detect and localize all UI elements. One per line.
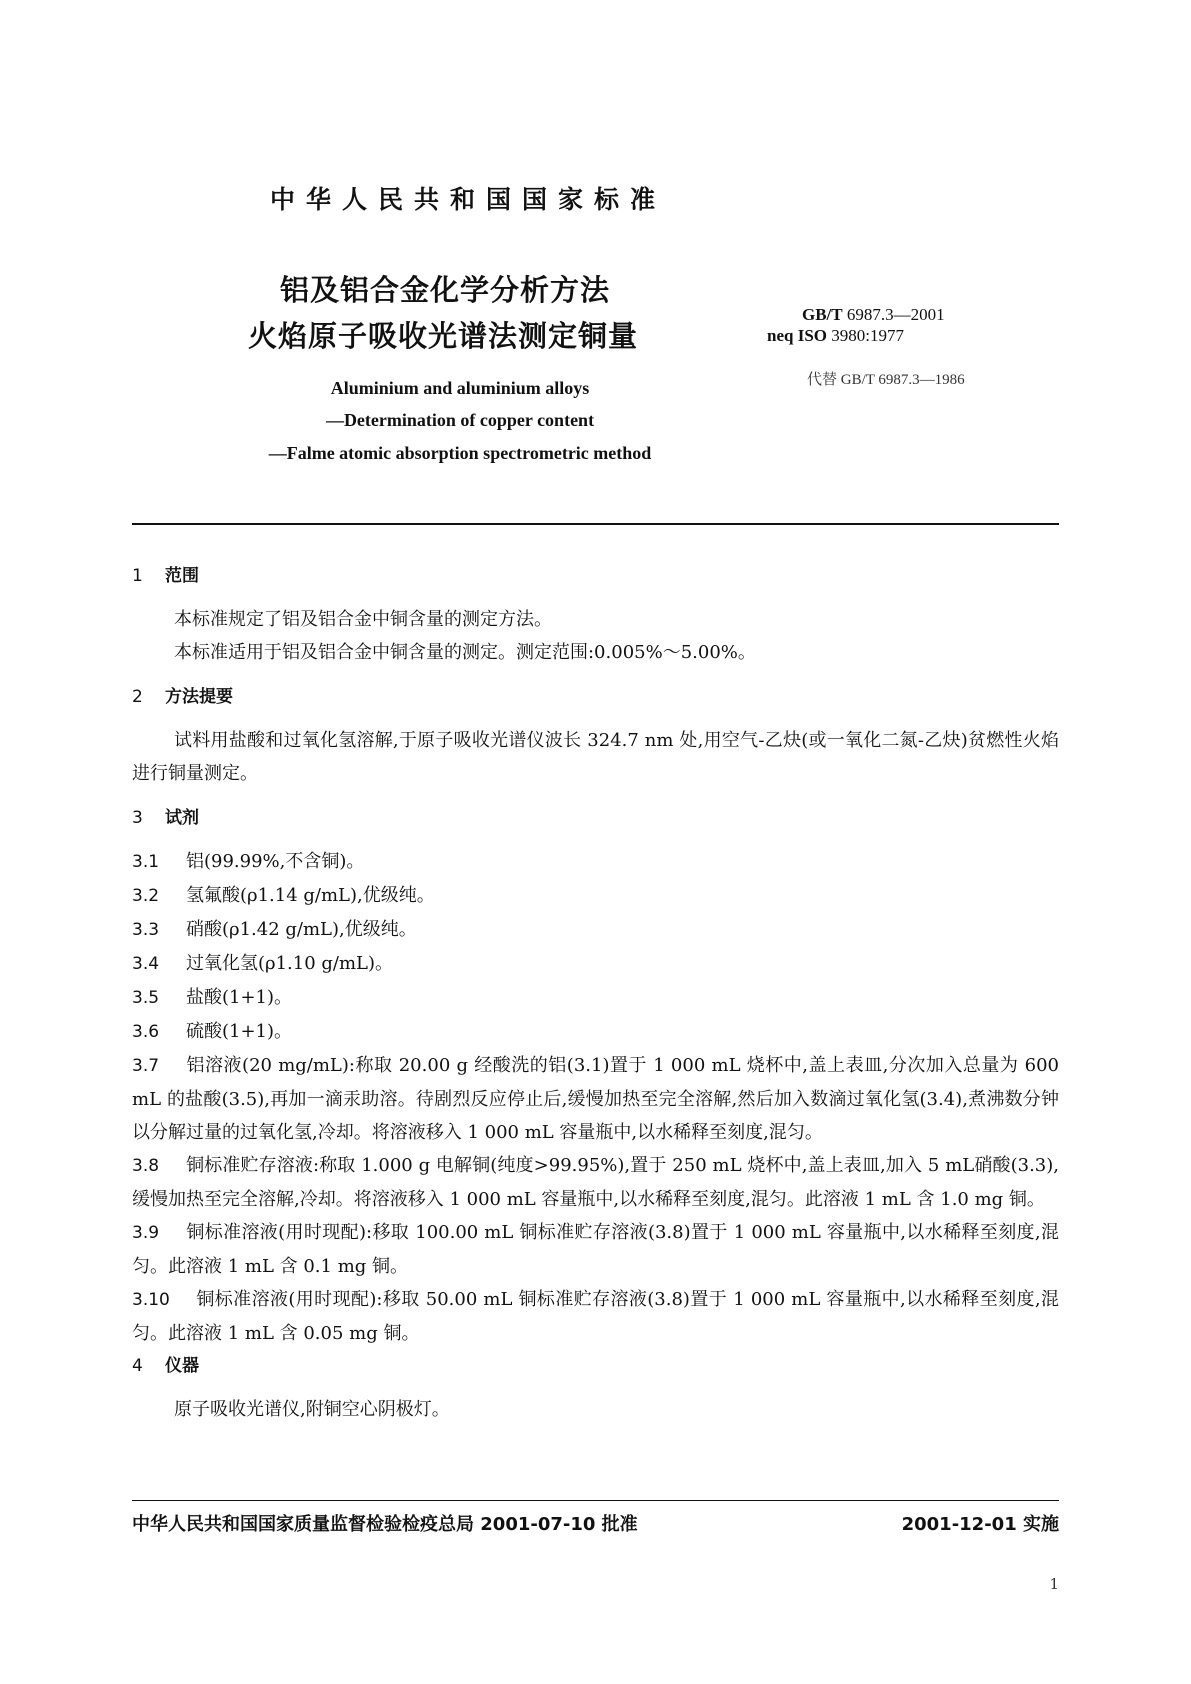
paragraph: 本标准适用于铝及铝合金中铜含量的测定。测定范围:0.005%～5.00%。 (174, 642, 756, 663)
footer-divider (132, 1500, 1059, 1501)
item-number: 3.2 (132, 886, 160, 906)
section-title: 范围 (165, 566, 199, 586)
title-line-2: 火焰原子吸收光谱法测定铜量 (248, 319, 639, 353)
paragraph: 本标准规定了铝及铝合金中铜含量的测定方法。 (174, 609, 552, 630)
item-number: 3.9 (132, 1223, 160, 1243)
reagent-item (132, 913, 1059, 947)
reagent-item (132, 1283, 1059, 1350)
neq-code-number: 3980:1977 (831, 326, 904, 345)
english-title-line-1: Aluminium and aluminium alloys (330, 378, 590, 398)
reagent-item (132, 879, 1059, 913)
item-text: 盐酸(1+1)。 (186, 987, 293, 1008)
replaces-code: 代替 GB/T 6987.3—1986 (807, 372, 965, 388)
section-number: 3 (132, 808, 143, 828)
item-number: 3.6 (132, 1022, 160, 1042)
section-title: 试剂 (165, 808, 199, 828)
item-number: 3.8 (132, 1156, 160, 1176)
section-heading-scope (132, 560, 1059, 593)
reagent-item (132, 981, 1059, 1015)
item-number: 3.3 (132, 920, 160, 940)
item-text: 铜标准溶液(用时现配):移取 100.00 mL 铜标准贮存溶液(3.8)置于 1 000 mL 容量瓶中,以水稀释至刻度,混匀。此溶液 1 mL 含 0.1 mg 铜。 (132, 1222, 1059, 1277)
neq-code (767, 326, 904, 346)
item-number: 3.1 (132, 852, 160, 872)
approval-statement: 中华人民共和国国家质量监督检验检疫总局 2001-07-10 批准 (132, 1514, 638, 1535)
national-standard-heading: 中华人民共和国国家标准 (270, 185, 667, 214)
section-title: 仪器 (165, 1356, 199, 1376)
section-number: 4 (132, 1356, 143, 1376)
item-number: 3.4 (132, 954, 160, 974)
english-title-line-3: —Falme atomic absorption spectrometric method (268, 443, 652, 463)
paragraph: 原子吸收光谱仪,附铜空心阴极灯。 (174, 1399, 450, 1420)
item-text: 铜标准溶液(用时现配):移取 50.00 mL 铜标准贮存溶液(3.8)置于 1 000 mL 容量瓶中,以水稀释至刻度,混匀。此溶液 1 mL 含 0.05 mg 铜。 (132, 1289, 1059, 1344)
section-heading-reagents (132, 802, 1059, 835)
standard-code (802, 305, 945, 325)
document-body (132, 560, 1059, 1426)
neq-code-prefix: neq ISO (767, 326, 827, 345)
english-title-line-2: —Determination of copper content (325, 410, 595, 430)
section-heading-method (132, 681, 1059, 714)
section-heading-apparatus (132, 1350, 1059, 1383)
item-number: 3.5 (132, 988, 160, 1008)
section-number: 2 (132, 687, 143, 707)
header-divider (132, 523, 1059, 525)
item-text: 氢氟酸(ρ1.14 g/mL),优级纯。 (186, 885, 435, 906)
implementation-date: 2001-12-01 实施 (901, 1514, 1059, 1535)
section-title: 方法提要 (165, 687, 233, 707)
reagent-item (132, 947, 1059, 981)
item-text: 硫酸(1+1)。 (186, 1021, 293, 1042)
reagent-item (132, 845, 1059, 879)
page-number: 1 (1049, 1575, 1059, 1593)
item-number: 3.7 (132, 1056, 160, 1076)
reagent-item (132, 1216, 1059, 1283)
item-number: 3.10 (132, 1290, 170, 1310)
item-text: 铜标准贮存溶液:称取 1.000 g 电解铜(纯度>99.95%),置于 250 mL 烧杯中,盖上表皿,加入 5 mL硝酸(3.3),缓慢加热至完全溶解,冷却。将溶液移入 1 000 mL 容量瓶中,以水稀释至刻度,混匀。此溶液 1 mL 含 1.0 mg 铜。 (132, 1155, 1059, 1210)
reagent-item (132, 1049, 1059, 1149)
reagent-item (132, 1149, 1059, 1216)
paragraph: 试料用盐酸和过氧化氢溶解,于原子吸收光谱仪波长 324.7 nm 处,用空气-乙炔(或一氧化二氮-乙炔)贫燃性火焰进行铜量测定。 (132, 730, 1059, 784)
section-number: 1 (132, 566, 143, 586)
title-line-1: 铝及铝合金化学分析方法 (280, 273, 611, 307)
item-text: 铝溶液(20 mg/mL):称取 20.00 g 经酸洗的铝(3.1)置于 1 000 mL 烧杯中,盖上表皿,分次加入总量为 600 mL 的盐酸(3.5),再加一滴汞助溶。待剧烈反应停止后,缓慢加热至完全溶解,然后加入数滴过氧化氢(3.4),煮沸数分钟以分解过量的过氧化氢,冷却。将溶液移入 1 000 mL 容量瓶中,以水稀释至刻度,混匀。 (132, 1055, 1059, 1143)
standard-code-number: 6987.3—2001 (846, 305, 945, 324)
reagent-item (132, 1015, 1059, 1049)
item-text: 硝酸(ρ1.42 g/mL),优级纯。 (186, 919, 417, 940)
standard-code-prefix: GB/T (802, 305, 843, 324)
item-text: 铝(99.99%,不含铜)。 (186, 851, 365, 872)
item-text: 过氧化氢(ρ1.10 g/mL)。 (186, 953, 394, 974)
